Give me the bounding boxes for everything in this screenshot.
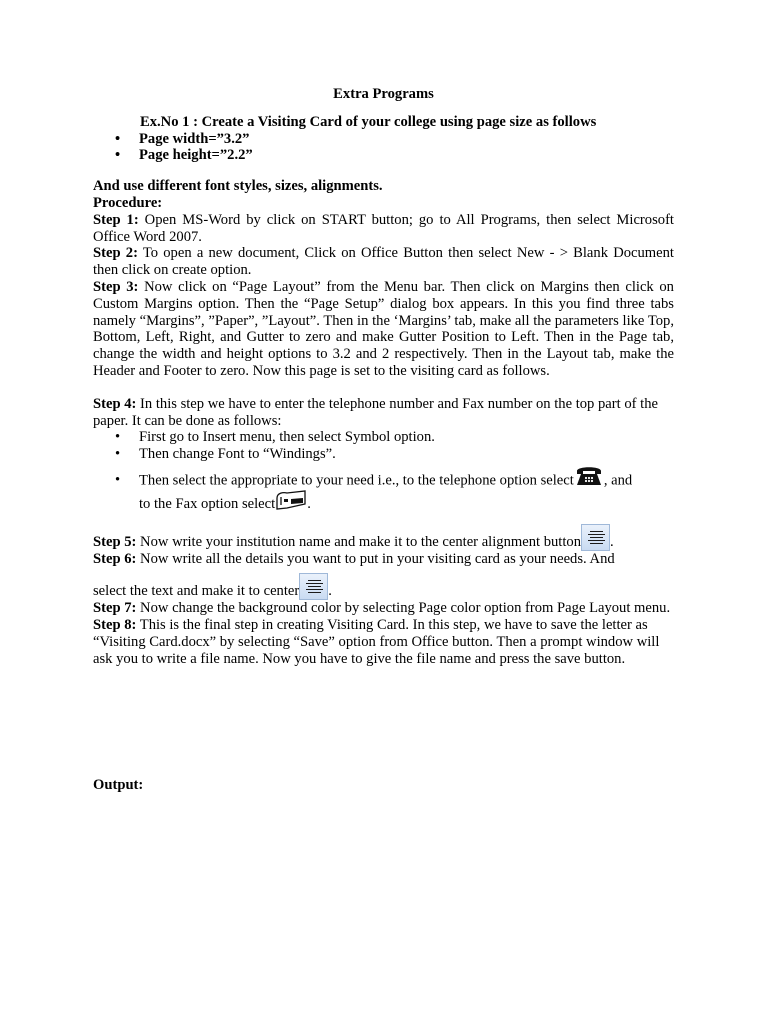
step-label: Step 1: [93, 211, 139, 228]
output-label: Output: [93, 777, 144, 793]
list-text: Then select the appropriate to your need i.e., to the telephone option select [139, 472, 574, 489]
step-label: Step 5: [93, 533, 137, 550]
step-text: select the text and make it to center [93, 583, 300, 600]
step-text: Now click on “Page Layout” from the Menu bar. Then click on Margins then click on Custom Margins option. Then the “Page Setup” dialog box appears. In this you find three tabs namely “Margins”, ”Paper”, ”Layout”. Then in the ‘Margins’ tab, make all the parameters like Top, Bottom, Left, Right, and Gutter to zero and make Gutter Position to Left. Then in the Page tab, change the width and height options to 3.2 and 2 respectively. Then in the Layout tab, make the Header and Footer to zero. Now this page is set to the visiting card as follows. [93, 278, 674, 379]
list-item: • First go to Insert menu, then select Symbol option. [139, 429, 674, 446]
step-2 [93, 245, 674, 279]
step-label: Step 2: [93, 245, 138, 262]
step-6-continued [93, 573, 674, 600]
list-text: to the Fax option select [139, 495, 276, 512]
center-align-icon [581, 524, 610, 551]
procedure-label: Procedure: [93, 194, 163, 211]
step-label: Step 4: [93, 395, 137, 412]
step-8 [93, 617, 674, 667]
step-text: Now change the background color by selecting Page color option from Page Layout menu. [136, 600, 671, 617]
step-text: . [610, 533, 614, 550]
page-title: Extra Programs [333, 86, 434, 102]
list-text: . [307, 495, 311, 512]
telephone-icon [574, 463, 604, 487]
step-text: This is the final step in creating Visiting Card. In this step, we have to save the letter as “Visiting Card.docx” by selecting “Save” option from Office button. Then a prompt window will ask you to write a file name. Now you have to give the file name and press the save button. [93, 617, 660, 667]
document-body [93, 86, 674, 668]
page-size-list [93, 131, 674, 165]
step-6 [93, 551, 674, 568]
step-label: Step 6: [93, 550, 137, 567]
step-text: Now write all the details you want to put in your visiting card as your needs. And [136, 550, 615, 567]
step-text: Now write your institution name and make it to the center alignment button [136, 533, 581, 550]
list-item: • Then change Font to “Windings”. [139, 446, 674, 463]
exercise-heading: Ex.No 1 : Create a Visiting Card of your college using page size as follows [140, 113, 597, 130]
step-text: To open a new document, Click on Office Button then select New - > Blank Document then click on create option. [93, 245, 674, 279]
list-item: • Page height=”2.2” [139, 147, 674, 164]
center-align-icon [299, 573, 328, 600]
step-text: . [328, 583, 332, 600]
step-1 [93, 212, 674, 246]
step-label: Step 8: [93, 617, 137, 634]
step-5 [93, 524, 674, 551]
step-3 [93, 279, 674, 380]
fax-icon [275, 490, 307, 512]
step-label: Step 7: [93, 600, 137, 617]
list-text: , and [603, 472, 633, 489]
intro-text: And use different font styles, sizes, alignments. [93, 178, 383, 195]
step-4-list [93, 429, 674, 515]
step-4 [93, 396, 674, 430]
step-text: In this step we have to enter the telephone number and Fax number on the top part of the paper. It can be done as follows: [93, 395, 658, 429]
step-label: Step 3: [93, 278, 139, 295]
list-item [139, 469, 674, 516]
list-item: • Page width=”3.2” [139, 131, 674, 148]
step-text: Open MS-Word by click on START button; go to All Programs, then select Microsoft Office Word 2007. [93, 211, 674, 245]
step-7 [93, 600, 674, 617]
